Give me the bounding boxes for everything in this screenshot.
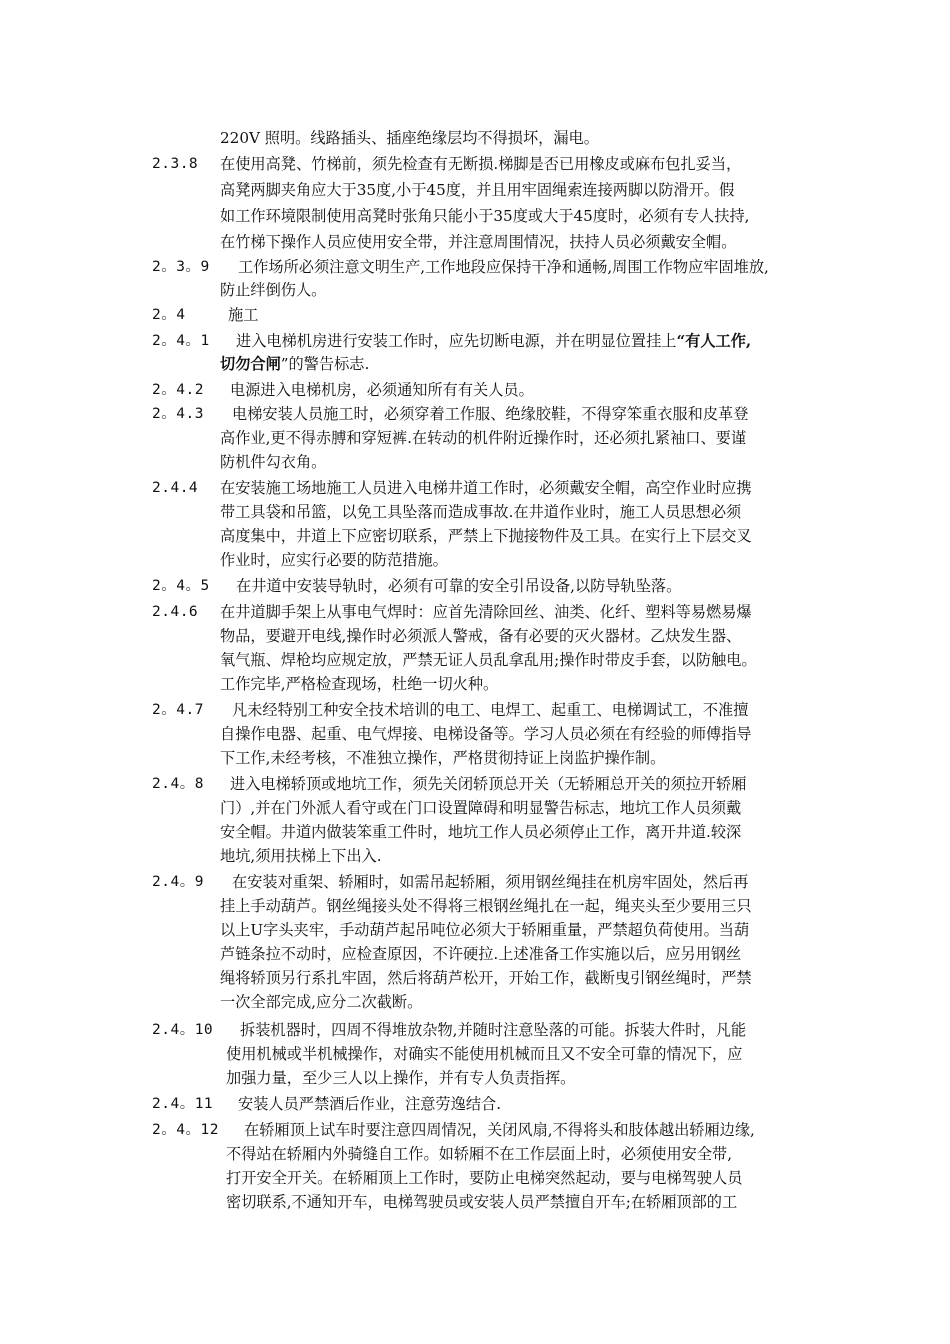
text-line: 芦链条拉不动时，应检查原因，不许硬拉.上述准备工作实施以后，应另用钢丝 xyxy=(220,945,742,963)
text-line xyxy=(236,331,751,351)
text-line: 电梯安装人员施工时，必须穿着工作服、绝缘胶鞋，不得穿笨重衣服和皮革登 xyxy=(232,405,749,423)
clause-number: 2.4.6 xyxy=(152,604,199,620)
text-line: 使用机械或半机械操作，对确实不能使用机械而且又不安全可靠的情况下，应 xyxy=(226,1045,743,1063)
text-line: 高度集中，井道上下应密切联系，严禁上下抛接物件及工具。在实行上下层交叉 xyxy=(220,527,752,545)
text-line: 防止绊倒伤人。 xyxy=(220,281,327,299)
text-line: 打开安全开关。在轿厢顶上工作时，要防止电梯突然起动，要与电梯驾驶人员 xyxy=(226,1169,743,1187)
clause-number: 2.4。8 xyxy=(152,776,204,792)
text-line: 带工具袋和吊篮，以免工具坠落而造成事故.在井道作业时，施工人员思想必须 xyxy=(220,503,742,521)
warning-text: “有人工作, xyxy=(676,332,752,350)
text-line: 进入电梯轿顶或地坑工作，须先关闭轿顶总开关（无轿厢总开关的须拉开轿厢 xyxy=(230,775,747,793)
text-line: 凡未经特别工种安全技术培训的电工、电焊工、起重工、电梯调试工，不准擅 xyxy=(232,701,749,719)
text-line xyxy=(220,354,369,374)
text-run: ”的警告标志. xyxy=(280,355,370,373)
clause-number: 2。4.2 xyxy=(152,382,204,398)
text-line: 220V 照明。线路插头、插座绝缘层均不得损坏，漏电。 xyxy=(220,129,599,147)
clause-number: 2。4。1 xyxy=(152,333,210,349)
text-line: 在竹梯下操作人员应使用安全带，并注意周围情况，扶持人员必须戴安全帽。 xyxy=(220,233,737,251)
clause-number: 2.4.4 xyxy=(152,480,199,496)
text-line: 如工作环境限制使用高凳时张角只能小于35度或大于45度时，必须有专人扶持, xyxy=(220,207,750,225)
text-line: 高凳两脚夹角应大于35度,小于45度，并且用牢固绳索连接两脚以防滑开。假 xyxy=(220,181,735,199)
clause-number: 2.4。10 xyxy=(152,1022,214,1038)
clause-number: 2.4。9 xyxy=(152,874,204,890)
text-line: 在安装对重架、轿厢时，如需吊起轿厢，须用钢丝绳挂在机房牢固处，然后再 xyxy=(232,873,749,891)
text-line: 氧气瓶、焊枪均应规定放，严禁无证人员乱拿乱用;操作时带皮手套，以防触电。 xyxy=(220,651,757,669)
text-line: 工作完毕,严格检查现场，杜绝一切火种。 xyxy=(220,675,499,693)
text-line: 绳将轿顶另行系扎牢固，然后将葫芦松开，开始工作，截断曳引钢丝绳时，严禁 xyxy=(220,969,752,987)
clause-number: 2。4.3 xyxy=(152,406,204,422)
text-line: 作业时，应实行必要的防范措施。 xyxy=(220,551,448,569)
text-run: 进入电梯机房进行安装工作时，应先切断电源，并在明显位置挂上 xyxy=(236,332,677,350)
text-line: 在井道中安装导轨时，必须有可靠的安全引吊设备,以防导轨坠落。 xyxy=(236,577,682,595)
text-line: 门）,并在门外派人看守或在门口设置障碍和明显警告标志，地坑工作人员须戴 xyxy=(220,799,742,817)
text-line: 安全帽。井道内做装笨重工件时，地坑工作人员必须停止工作，离开井道.较深 xyxy=(220,823,742,841)
text-line: 在使用高凳、竹梯前，须先检查有无断损.梯脚是否已用橡皮或麻布包扎妥当， xyxy=(220,155,742,173)
clause-number: 2。4.7 xyxy=(152,702,204,718)
text-line: 拆装机器时，四周不得堆放杂物,并随时注意坠落的可能。拆装大件时，凡能 xyxy=(240,1021,747,1039)
text-line: 在安装施工场地施工人员进入电梯井道工作时，必须戴安全帽，高空作业时应携 xyxy=(220,479,752,497)
section-title: 施工 xyxy=(228,306,259,324)
text-line: 加强力量，至少三人以上操作，并有专人负责指挥。 xyxy=(226,1069,576,1087)
text-line: 挂上手动葫芦。钢丝绳接头处不得将三根钢丝绳扎在一起，绳夹头至少要用三只 xyxy=(220,897,752,915)
text-line: 高作业,更不得赤膊和穿短裤.在转动的机件附近操作时，还必须扎紧袖口、要谨 xyxy=(220,429,747,447)
text-line: 物品，要避开电线,操作时必须派人警戒，备有必要的灭火器材。乙炔发生器、 xyxy=(220,627,742,645)
text-line: 防机件勾衣角。 xyxy=(220,453,327,471)
section-number: 2。4 xyxy=(152,307,186,323)
text-line: 安装人员严禁酒后作业，注意劳逸结合. xyxy=(238,1095,502,1113)
clause-number: 2。3。9 xyxy=(152,259,210,275)
clause-number: 2.4。11 xyxy=(152,1096,214,1112)
clause-number: 2。4。12 xyxy=(152,1122,219,1138)
text-line: 自操作电器、起重、电气焊接、电梯设备等。学习人员必须在有经验的师傅指导 xyxy=(220,725,752,743)
text-line: 地坑,须用扶梯上下出入. xyxy=(220,847,382,865)
text-line: 下工作,未经考核，不准独立操作，严格贯彻持证上岗监护操作制。 xyxy=(220,749,666,767)
clause-number: 2。4。5 xyxy=(152,578,210,594)
text-line: 一次全部完成,应分二次截断。 xyxy=(220,993,423,1011)
text-line: 电源进入电梯机房，必须通知所有有关人员。 xyxy=(230,381,534,399)
text-line: 在轿厢顶上试车时要注意四周情况，关闭风扇,不得将头和肢体越出轿厢边缘, xyxy=(244,1121,755,1139)
text-line: 在井道脚手架上从事电气焊时：应首先清除回丝、油类、化纤、塑料等易燃易爆 xyxy=(220,603,752,621)
clause-number: 2.3.8 xyxy=(152,156,199,172)
warning-text: 切勿合闸 xyxy=(220,355,281,373)
text-line: 不得站在轿厢内外骑缝自工作。如轿厢不在工作层面上时，必须使用安全带, xyxy=(226,1145,733,1163)
text-line: 工作场所必须注意文明生产,工作地段应保持干净和通畅,周围工作物应牢固堆放, xyxy=(238,258,769,276)
text-line: 密切联系,不通知开车，电梯驾驶员或安装人员严禁擅自开车;在轿厢顶部的工 xyxy=(226,1193,738,1211)
text-line: 以上U字头夹牢，手动葫芦起吊吨位必须大于轿厢重量，严禁超负荷使用。当葫 xyxy=(220,921,750,939)
